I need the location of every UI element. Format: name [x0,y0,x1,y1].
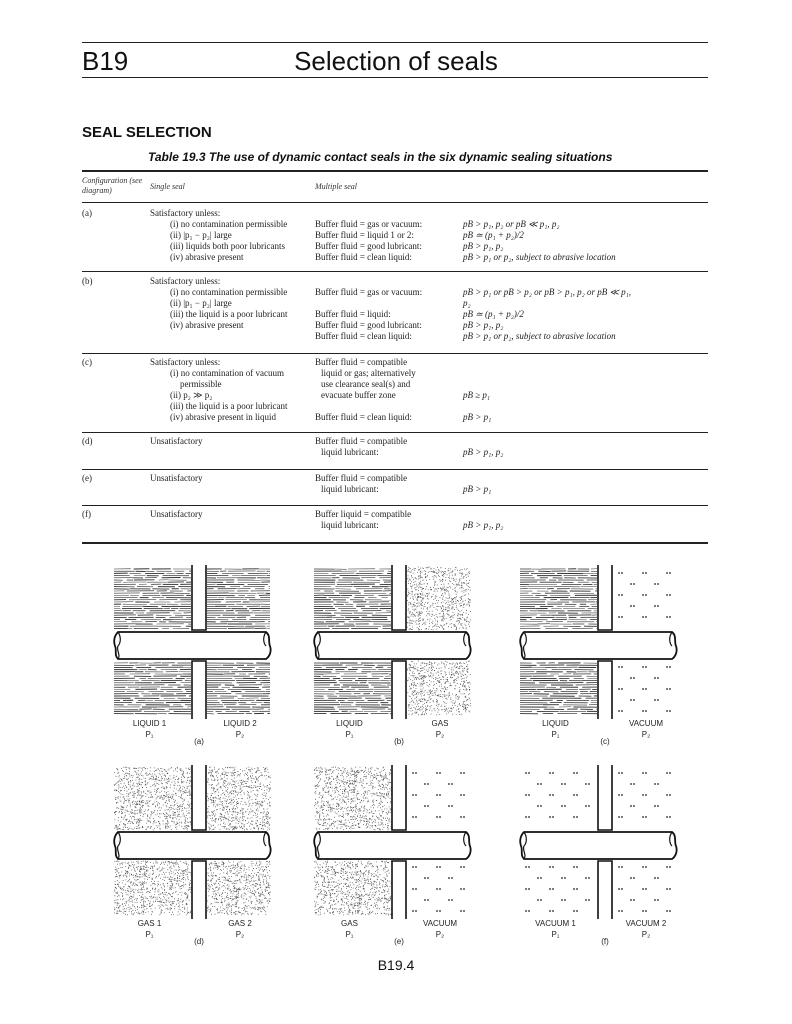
multiple-seal-line [315,473,491,484]
buffer-fluid-text: Buffer liquid = compatible [315,509,412,519]
right-pressure-label: P₂ [235,930,245,939]
buffer-fluid-text: liquid lubricant: [321,447,379,457]
seal-diagram [518,765,678,950]
single-seal-line: Unsatisfactory [150,509,203,519]
seal-diagram-drawing [518,765,678,920]
left-fluid-label: LIQUID [542,719,569,728]
buffer-fluid-text: Buffer fluid = good lubricant: [315,320,422,330]
single-seal-line: (iv) abrasive present [170,252,244,262]
pressure-condition: pB > p₁, p₂ [463,241,504,251]
table-caption: Table 19.3 The use of dynamic contact seals in the six dynamic sealing situations [148,150,613,164]
multiple-seal-line [315,447,503,458]
buffer-fluid-text: Buffer fluid = clean liquid: [315,252,412,262]
right-pressure-label: P₂ [641,930,651,939]
buffer-fluid-text: Buffer fluid = gas or vacuum: [315,287,423,297]
buffer-fluid-text: Buffer fluid = clean liquid: [315,412,412,422]
row-rule [82,353,708,354]
single-seal-line: (i) no contamination of vacuum [170,368,284,378]
table-cell-configuration: (e) [82,473,92,483]
multiple-seal-line [315,379,491,390]
seal-diagram [112,565,272,750]
column-header-multiple-seal: Multiple seal [315,182,357,191]
section-heading: SEAL SELECTION [82,124,212,141]
single-seal-line: Unsatisfactory [150,436,203,446]
table-cell-single-seal [150,276,287,331]
shaft [114,832,270,859]
pressure-condition: pB > p₁ or p₂, subject to abrasive location [463,331,616,341]
buffer-fluid-text: use clearance seal(s) and [321,379,411,389]
buffer-fluid-text: Buffer fluid = gas or vacuum: [315,219,423,229]
shaft [314,632,470,659]
header-top-rule [82,42,708,43]
seal-diagram-drawing [312,565,472,720]
column-header-single-seal: Single seal [150,182,185,191]
shaft [520,832,676,859]
shaft [520,632,676,659]
single-seal-line: Unsatisfactory [150,473,203,483]
left-fluid-label: VACUUM 1 [535,919,576,928]
single-seal-line: (iv) abrasive present [170,320,244,330]
multiple-seal-line [315,230,616,241]
table-cell-multiple-seal [315,436,503,458]
single-seal-line: Satisfactory unless: [150,276,221,286]
multiple-seal-line [315,331,631,342]
buffer-fluid-text: Buffer fluid = good lubricant: [315,241,422,251]
buffer-fluid-text: Buffer fluid = liquid 1 or 2: [315,230,414,240]
left-pressure-label: P₁ [145,930,154,939]
seal-diagram-drawing [112,765,272,920]
multiple-seal-line [315,320,631,331]
table-top-rule [82,170,708,172]
header-rule [82,202,708,203]
table-cell-configuration: (a) [82,208,92,218]
multiple-seal-line [315,412,491,423]
pressure-condition: pB > p₁, p₂ or pB ≪ p₁, p₂ [463,219,560,229]
multiple-seal-line [315,484,491,495]
pressure-condition: pB ≃ (p₁ + p₂)/2 [463,309,524,319]
left-pressure-label: P₁ [345,730,354,739]
buffer-fluid-text: evacuate buffer zone [321,390,396,400]
left-pressure-label: P₁ [345,930,354,939]
page-title: Selection of seals [294,46,498,76]
single-seal-line: (ii) |p₁ − p₂| large [170,298,232,308]
right-fluid-label: VACUUM [422,919,458,928]
diagram-id-label: (d) [194,937,204,946]
shaft [314,832,470,859]
buffer-fluid-text: Buffer fluid = compatible [315,473,408,483]
left-fluid-label: GAS [341,919,358,928]
buffer-fluid-text: Buffer fluid = liquid: [315,309,391,319]
multiple-seal-line [315,509,503,520]
pressure-condition: pB > p₁ or p₂, subject to abrasive location [463,252,616,262]
diagram-id-label: (e) [394,937,404,946]
multiple-seal-line [315,252,616,263]
table-cell-multiple-seal [315,357,491,423]
left-fluid-label: LIQUID 1 [132,719,167,728]
right-fluid-label: GAS [431,719,449,728]
single-seal-line: (iii) the liquid is a poor lubricant [170,309,288,319]
seal-diagram [112,765,272,950]
diagram-id-label: (f) [601,937,609,946]
left-pressure-label: P₁ [551,730,560,739]
right-pressure-label: P₂ [235,730,245,739]
buffer-fluid-text: liquid lubricant: [321,484,379,494]
multiple-seal-line [315,287,631,298]
single-seal-line: permissible [180,379,222,389]
right-fluid-label: VACUUM 2 [625,919,667,928]
multiple-seal-line [315,436,503,447]
single-seal-line: (iii) the liquid is a poor lubricant [170,401,288,411]
table-cell-multiple-seal [315,473,491,495]
multiple-seal-line [315,298,631,309]
pressure-condition: pB > p₁, p₂ [463,520,504,530]
pressure-condition: pB > p₁ [463,412,492,422]
pressure-condition: pB > p₁ or pB > p₂ or pB > p₁, p₂ or pB ≪ p₁, [463,287,632,297]
table-cell-single-seal [150,436,202,447]
seal-diagram-drawing [518,565,678,720]
multiple-seal-line [315,208,616,219]
single-seal-line: Satisfactory unless: [150,208,221,218]
row-rule [82,505,708,506]
table-cell-single-seal [150,473,202,484]
left-pressure-label: P₁ [551,930,560,939]
seal-diagram [312,565,472,750]
right-pressure-label: P₂ [435,730,445,739]
diagram-id-label: (b) [394,737,404,746]
single-seal-line: (i) no contamination permissible [170,287,288,297]
single-seal-line: (ii) p₂ ≫ p₂ [170,390,213,400]
pressure-condition: p₂ [463,298,471,308]
left-fluid-label: LIQUID [336,719,363,728]
multiple-seal-line [315,368,491,379]
single-seal-line: (iv) abrasive present in liquid [170,412,276,422]
single-seal-line: Satisfactory unless: [150,357,221,367]
row-rule [82,432,708,433]
shaft [114,632,270,659]
buffer-fluid-text: liquid or gas; alternatively [321,368,416,378]
pressure-condition: pB > p₁, p₂ [463,320,504,330]
seal-diagram-drawing [312,765,472,920]
column-header-configuration: Configuration (see diagram) [82,176,143,195]
right-pressure-label: P₂ [435,930,445,939]
diagram-id-label: (a) [194,737,204,746]
single-seal-line: (iii) liquids both poor lubricants [170,241,285,251]
seal-diagram [312,765,472,950]
seal-diagram [518,565,678,750]
row-rule [82,469,708,470]
buffer-fluid-text: liquid lubricant: [321,520,379,530]
right-fluid-label: GAS 2 [228,919,252,928]
multiple-seal-line [315,520,503,531]
multiple-seal-line [315,276,631,287]
single-seal-line: (i) no contamination permissible [170,219,288,229]
multiple-seal-line [315,309,631,320]
diagram-id-label: (c) [600,737,610,746]
left-fluid-label: GAS 1 [137,919,162,928]
multiple-seal-line [315,241,616,252]
pressure-condition: pB > p₁ [463,484,492,494]
table-cell-single-seal [150,357,287,423]
table-cell-configuration: (d) [82,436,93,446]
right-fluid-label: VACUUM [628,719,664,728]
row-rule [82,271,708,272]
table-cell-multiple-seal [315,509,503,531]
multiple-seal-line [315,401,491,412]
header-bottom-rule [82,77,708,78]
row-rule [82,542,708,544]
pressure-condition: pB ≥ p₁ [463,390,491,400]
table-cell-single-seal [150,208,287,263]
multiple-seal-line [315,357,491,368]
figure-number: B19.4 [377,957,415,973]
single-seal-line: (ii) |p₁ − p₂| large [170,230,232,240]
table-cell-single-seal [150,509,202,520]
right-pressure-label: P₂ [641,730,651,739]
table-cell-multiple-seal [315,208,616,263]
pressure-condition: pB > p₁, p₂ [463,447,504,457]
left-pressure-label: P₁ [145,730,154,739]
buffer-fluid-text: Buffer fluid = compatible [315,357,408,367]
seal-diagram-drawing [112,565,272,720]
multiple-seal-line [315,219,616,230]
pressure-condition: pB ≃ (p₁ + p₂)/2 [463,230,524,240]
right-fluid-label: LIQUID 2 [223,719,257,728]
table-cell-configuration: (b) [82,276,93,286]
section-number: B19 [82,46,129,76]
table-cell-configuration: (c) [82,357,92,367]
multiple-seal-line [315,390,491,401]
table-cell-configuration: (f) [82,509,91,519]
buffer-fluid-text: Buffer fluid = compatible [315,436,408,446]
table-cell-multiple-seal [315,276,631,342]
buffer-fluid-text: Buffer fluid = clean liquid: [315,331,412,341]
